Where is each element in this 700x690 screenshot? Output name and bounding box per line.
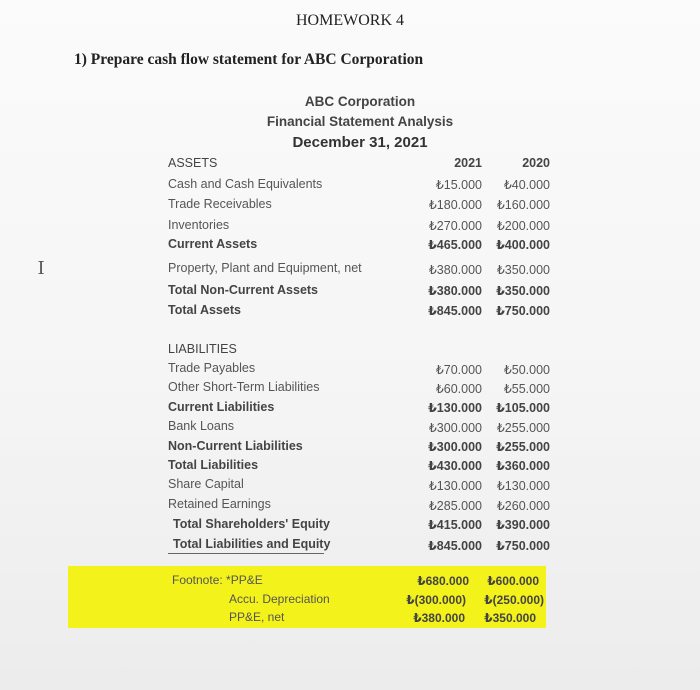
equity-row-2021: ₺130.000	[428, 479, 482, 493]
liability-subtotal-2020: ₺255.000	[496, 440, 550, 454]
asset-subtotal-2020: ₺350.000	[496, 284, 550, 298]
statement-subtitle: Financial Statement Analysis	[266, 114, 454, 129]
liability-row-2021: ₺60.000	[435, 382, 482, 396]
liability-row-label: Trade Payables	[168, 361, 256, 375]
liability-row-2021: ₺300.000	[428, 421, 482, 435]
footnote-ppe-net-label: PP&E, net	[229, 610, 285, 624]
liability-subtotal-label: Current Liabilities	[168, 400, 275, 414]
asset-row-2021: ₺15.000	[435, 178, 482, 192]
year-2020-header: 2020	[522, 156, 550, 170]
asset-row-2021: ₺180.000	[428, 198, 482, 212]
liability-row-label: Other Short-Term Liabilities	[168, 380, 320, 394]
equity-total-2021: ₺415.000	[428, 518, 482, 532]
statement-date: December 31, 2021	[292, 134, 428, 151]
asset-subtotal-label: Current Assets	[168, 237, 258, 251]
asset-subtotal-2020: ₺400.000	[496, 238, 550, 252]
asset-subtotal-2021: ₺465.000	[428, 238, 482, 252]
asset-row-2021: ₺380.000	[428, 263, 482, 277]
asset-row-2020: ₺200.000	[496, 219, 550, 233]
liability-row-2020: ₺255.000	[496, 421, 550, 435]
liability-subtotal-2021: ₺300.000	[428, 440, 482, 454]
liability-row-2020: ₺55.000	[503, 382, 550, 396]
asset-row-label: Property, Plant and Equipment, net	[168, 261, 362, 275]
liability-row-2021: ₺70.000	[435, 363, 482, 377]
liability-row-2020: ₺50.000	[503, 363, 550, 377]
footnote-depreciation-2020: ₺(250.000)	[484, 593, 544, 607]
liability-subtotal-2020: ₺105.000	[496, 401, 550, 415]
total-liabilities-equity-2021: ₺845.000	[428, 539, 482, 553]
liability-subtotal-label: Total Liabilities	[168, 458, 259, 472]
asset-row-2020: ₺350.000	[496, 263, 550, 277]
asset-row-label: Inventories	[168, 218, 230, 232]
footnote-net-2020: ₺350.000	[484, 611, 536, 625]
total-assets-2021: ₺845.000	[428, 304, 482, 318]
asset-subtotal-label: Total Non-Current Assets	[168, 283, 319, 297]
liabilities-heading: LIABILITIES	[168, 342, 237, 356]
liability-subtotal-label: Non-Current Liabilities	[168, 439, 303, 453]
footnote-net-2021: ₺380.000	[413, 611, 465, 625]
liability-subtotal-2020: ₺360.000	[496, 459, 550, 473]
total-liabilities-equity-label: Total Liabilities and Equity	[173, 537, 331, 551]
homework-title: HOMEWORK 4	[296, 12, 404, 29]
asset-subtotal-2021: ₺380.000	[428, 284, 482, 298]
footnote-gross-2020: ₺600.000	[487, 574, 539, 588]
asset-row-2020: ₺40.000	[503, 178, 550, 192]
liability-subtotal-2021: ₺430.000	[428, 459, 482, 473]
equity-row-label: Share Capital	[168, 477, 244, 491]
asset-row-2020: ₺160.000	[496, 198, 550, 212]
total-liabilities-equity-2020: ₺750.000	[496, 539, 550, 553]
asset-row-2021: ₺270.000	[428, 219, 482, 233]
footnote-accumulated-depreciation-label: Accu. Depreciation	[229, 592, 330, 606]
asset-row-label: Cash and Cash Equivalents	[168, 177, 323, 191]
equity-row-label: Retained Earnings	[168, 497, 271, 511]
year-2021-header: 2021	[454, 156, 482, 170]
company-name: ABC Corporation	[304, 94, 416, 109]
footnote-label: Footnote: *PP&E	[172, 573, 263, 587]
total-underline	[168, 553, 324, 554]
equity-row-2020: ₺130.000	[496, 479, 550, 493]
text-cursor-icon: I	[37, 258, 45, 279]
assets-heading: ASSETS	[168, 156, 218, 170]
equity-total-label: Total Shareholders' Equity	[173, 517, 330, 531]
question-text: 1) Prepare cash flow statement for ABC Corporation	[74, 51, 424, 68]
total-assets-label: Total Assets	[168, 303, 241, 317]
equity-row-2020: ₺260.000	[496, 499, 550, 513]
footnote-depreciation-2021: ₺(300.000)	[406, 593, 466, 607]
asset-row-label: Trade Receivables	[168, 197, 272, 211]
liability-row-label: Bank Loans	[168, 419, 235, 433]
equity-row-2021: ₺285.000	[428, 499, 482, 513]
footnote-gross-2021: ₺680.000	[417, 574, 469, 588]
equity-total-2020: ₺390.000	[496, 518, 550, 532]
liability-subtotal-2021: ₺130.000	[428, 401, 482, 415]
total-assets-2020: ₺750.000	[496, 304, 550, 318]
